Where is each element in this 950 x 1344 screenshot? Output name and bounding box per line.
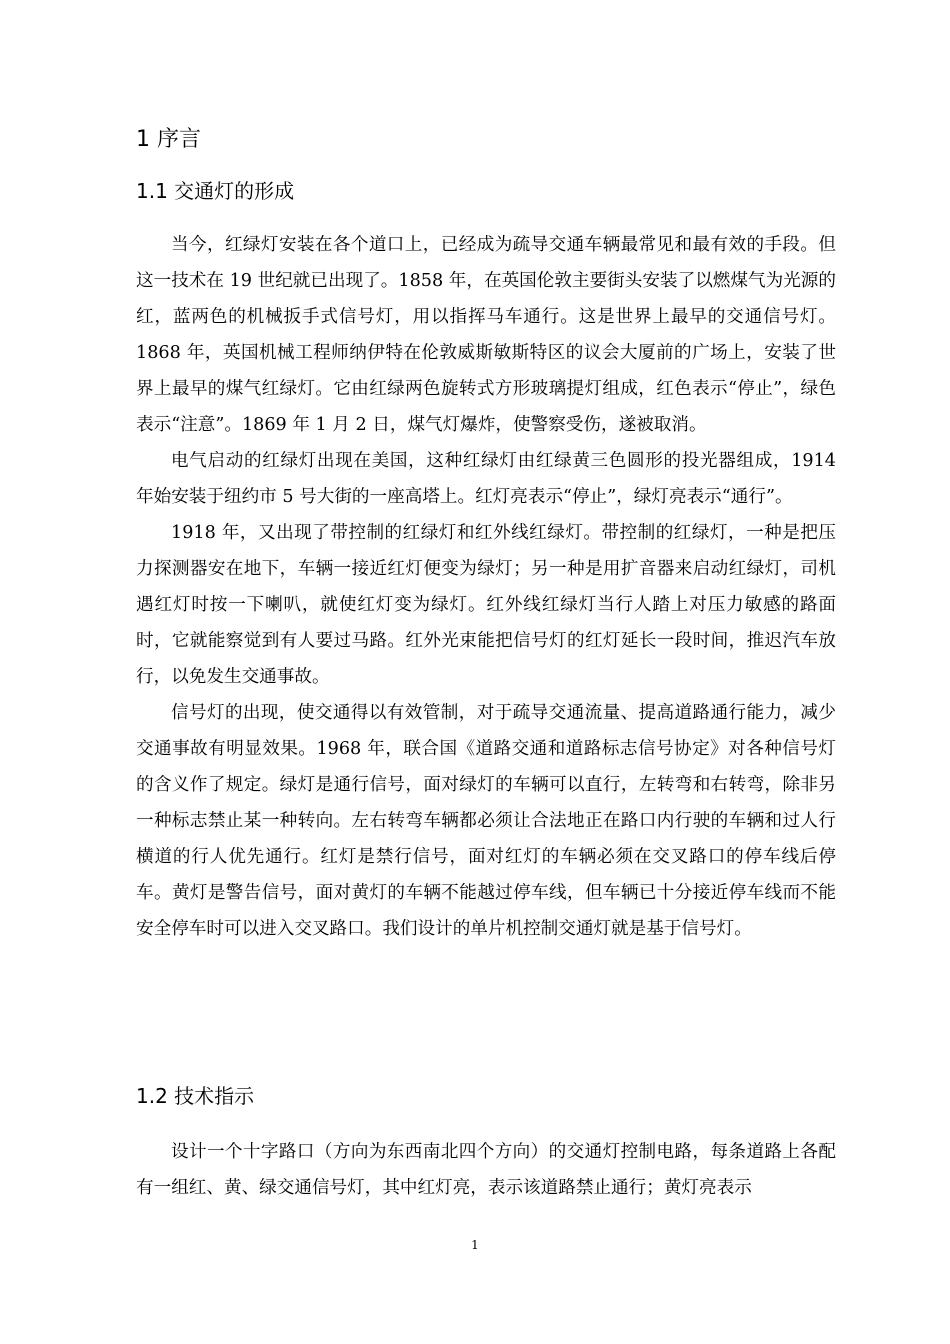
paragraph: 1918 年，又出现了带控制的红绿灯和红外线红绿灯。带控制的红绿灯，一种是把压力探测器安在地下，车辆一接近红灯便变为绿灯；另一种是用扩音器来启动红绿灯，司机遇红灯时按一下喇叭，就使红灯变为绿灯。红外线红绿灯当行人踏上对压力敏感的路面时，它就能察觉到有人要过马路。红外光束能把信号灯的红灯延长一段时间，推迟汽车放行，以免发生交通事故。 (136, 523, 836, 687)
subsection-heading-1-2: 1.2 技术指示 (136, 1084, 255, 1108)
subsection-body-1-2 (136, 1134, 836, 1206)
paragraph: 电气启动的红绿灯出现在美国，这种红绿灯由红绿黄三色圆形的投光器组成，1914 年始安装于纽约市 5 号大街的一座高塔上。红灯亮表示“停止”，绿灯亮表示“通行”。 (136, 451, 836, 507)
paragraph: 信号灯的出现，使交通得以有效管制，对于疏导交通流量、提高道路通行能力，减少交通事故有明显效果。1968 年，联合国《道路交通和道路标志信号协定》对各种信号灯的含义作了规定。绿灯是通行信号，面对绿灯的车辆可以直行，左转弯和右转弯，除非另一种标志禁止某一种转向。左右转弯车辆都必须让合法地正在路口内行驶的车辆和过人行横道的行人优先通行。红灯是禁行信号，面对红灯的车辆必须在交叉路口的停车线后停车。黄灯是警告信号，面对黄灯的车辆不能越过停车线，但车辆已十分接近停车线而不能安全停车时可以进入交叉路口。我们设计的单片机控制交通灯就是基于信号灯。 (136, 703, 836, 939)
subsection-body-1-1 (136, 227, 836, 947)
section-heading: 1 序言 (136, 127, 201, 152)
paragraph: 当今，红绿灯安装在各个道口上，已经成为疏导交通车辆最常见和最有效的手段。但这一技术在 19 世纪就已出现了。1858 年，在英国伦敦主要街头安装了以燃煤气为光源的红，蓝两色的机械扳手式信号灯，用以指挥马车通行。这是世界上最早的交通信号灯。1868 年，英国机械工程师纳伊特在伦敦威斯敏斯特区的议会大厦前的广场上，安装了世界上最早的煤气红绿灯。它由红绿两色旋转式方形玻璃提灯组成，红色表示“停止”，绿色表示“注意”。1869 年 1 月 2 日，煤气灯爆炸，使警察受伤，遂被取消。 (136, 235, 836, 435)
page-number: 1 (471, 1238, 479, 1252)
paragraph: 设计一个十字路口（方向为东西南北四个方向）的交通灯控制电路，每条道路上各配有一组红、黄、绿交通信号灯，其中红灯亮，表示该道路禁止通行；黄灯亮表示 (136, 1142, 836, 1198)
subsection-heading-1-1: 1.1 交通灯的形成 (136, 179, 295, 203)
